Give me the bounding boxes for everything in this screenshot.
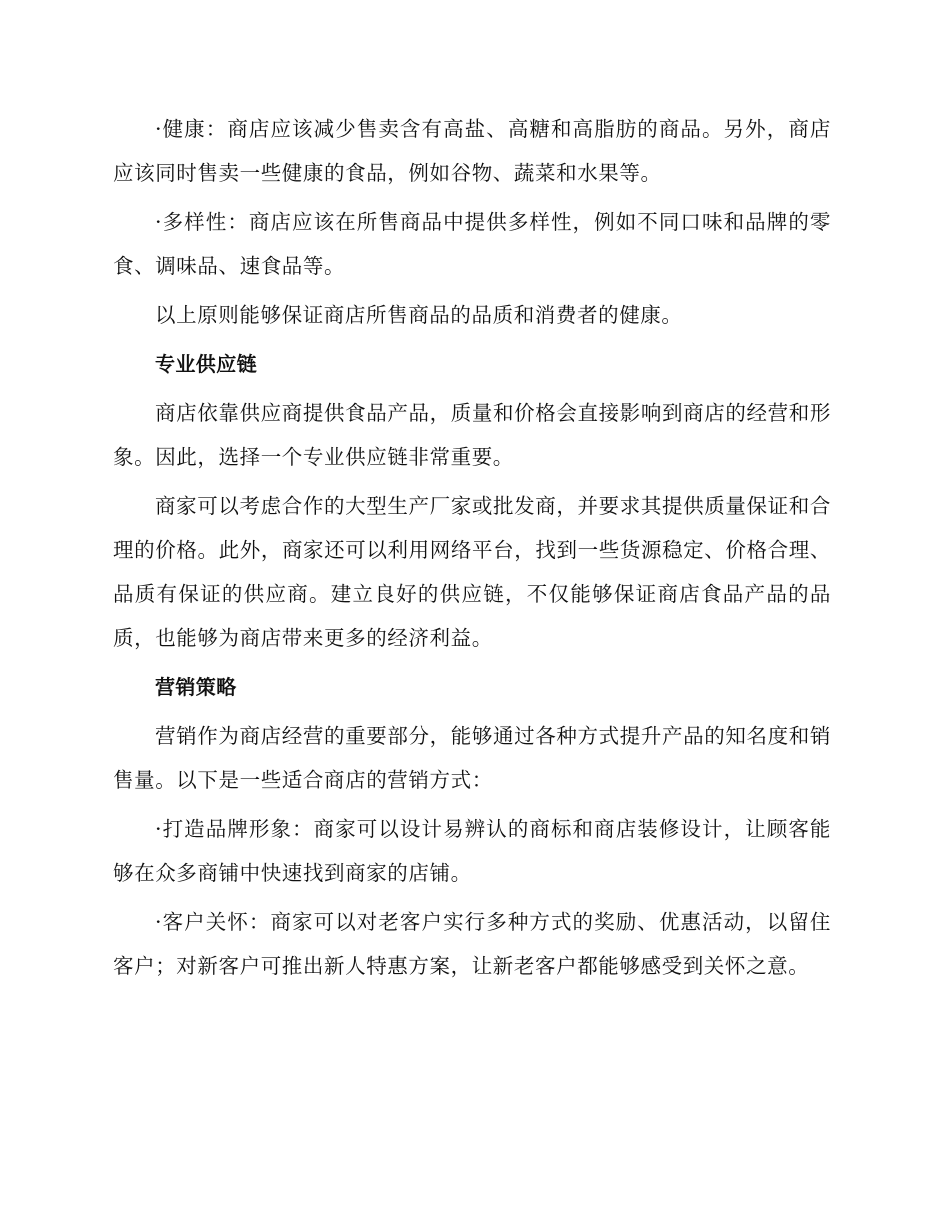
marketing-intro: 营销作为商店经营的重要部分，能够通过各种方式提升产品的知名度和销售量。以下是一些适合商店的营销方式： — [113, 724, 831, 792]
bullet-customer-care: ·客户关怀：商家可以对老客户实行多种方式的奖励、优惠活动，以留住客户；对新客户可推出新人特惠方案，让新老客户都能够感受到关怀之意。 — [113, 910, 831, 978]
principles-summary: 以上原则能够保证商店所售商品的品质和消费者的健康。 — [155, 303, 683, 327]
supply-chain-detail: 商家可以考虑合作的大型生产厂家或批发商，并要求其提供质量保证和合理的价格。此外，商家还可以利用网络平台，找到一些货源稳定、价格合理、品质有保证的供应商。建立良好的供应链，不仅能够保证商店食品产品的品质，也能够为商店带来更多的经济利益。 — [113, 494, 831, 650]
bullet-diversity: ·多样性：商店应该在所售商品中提供多样性，例如不同口味和品牌的零食、调味品、速食品等。 — [113, 210, 831, 278]
supply-chain-intro: 商店依靠供应商提供食品产品，质量和价格会直接影响到商店的经营和形象。因此，选择一个专业供应链非常重要。 — [113, 401, 831, 469]
bullet-branding: ·打造品牌形象：商家可以设计易辨认的商标和商店装修设计，让顾客能够在众多商铺中快速找到商家的店铺。 — [113, 817, 831, 885]
heading-marketing: 营销策略 — [155, 675, 237, 699]
bullet-health: ·健康：商店应该减少售卖含有高盐、高糖和高脂肪的商品。另外，商店应该同时售卖一些健康的食品，例如谷物、蔬菜和水果等。 — [113, 117, 831, 185]
document-body — [113, 107, 831, 993]
heading-supply-chain: 专业供应链 — [155, 352, 257, 376]
